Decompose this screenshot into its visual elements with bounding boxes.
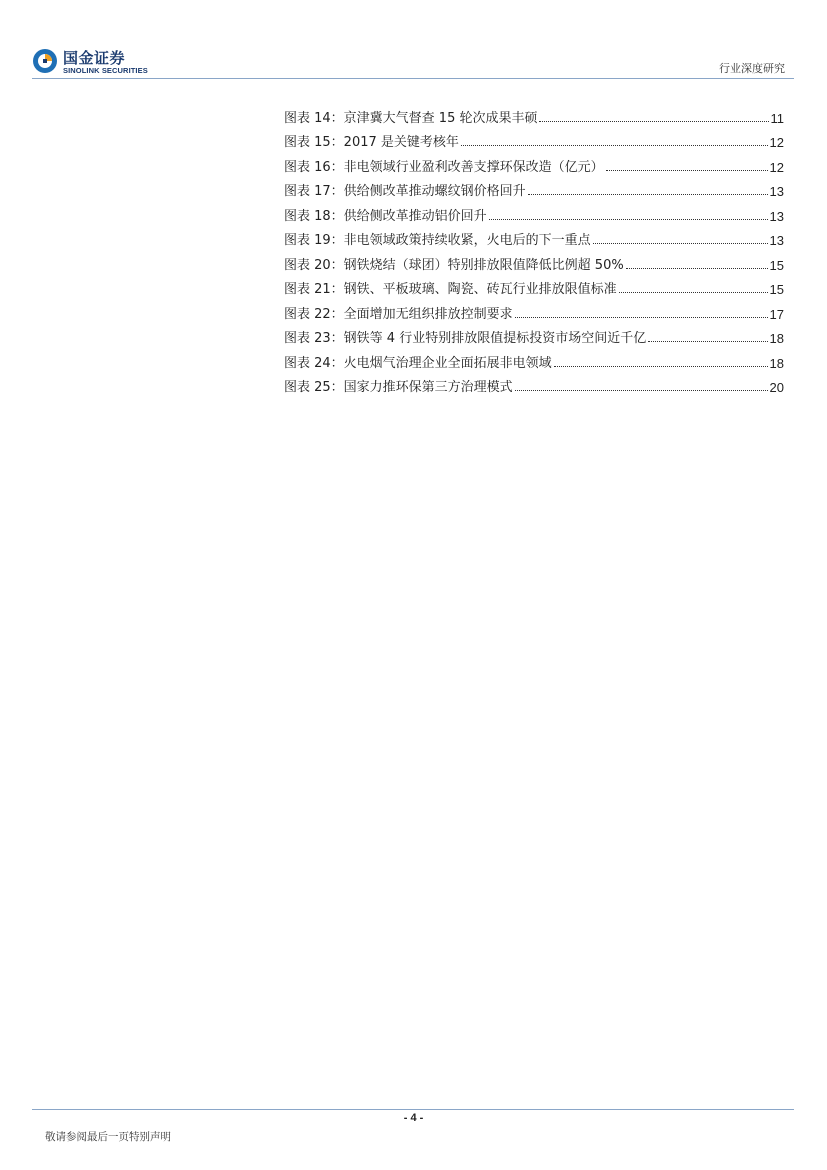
toc-entry[interactable] <box>284 248 784 273</box>
dot-leader <box>606 170 768 171</box>
sinolink-logo-icon <box>32 48 58 74</box>
toc-entry-title: 图表 16：非电领域行业盈利改善支撑环保改造（亿元） <box>284 159 604 175</box>
footer-divider <box>32 1109 794 1110</box>
logo-chinese-name: 国金证券 <box>63 49 126 67</box>
toc-entry-title: 图表 15：2017 是关键考核年 <box>284 135 459 150</box>
toc-entry-title: 图表 14：京津冀大气督查 15 轮次成果丰硕 <box>284 110 538 126</box>
header-divider <box>32 78 794 79</box>
toc-entry-title: 图表 25：国家力推环保第三方治理模式 <box>284 380 513 395</box>
toc-entry-page: 18 <box>769 355 784 371</box>
toc-entry-page: 18 <box>769 331 784 346</box>
toc-entry[interactable] <box>284 101 784 126</box>
toc-entry-title: 图表 17：供给侧改革推动螺纹钢价格回升 <box>284 184 526 199</box>
dot-leader <box>515 390 768 391</box>
report-type-label: 行业深度研究 <box>719 62 785 75</box>
toc-entry-page: 12 <box>769 159 784 175</box>
figure-list <box>284 101 784 395</box>
toc-entry[interactable] <box>284 224 784 249</box>
toc-entry-page: 15 <box>769 282 784 297</box>
toc-entry-page: 13 <box>769 233 784 248</box>
toc-entry-title: 图表 22：全面增加无组织排放控制要求 <box>284 306 513 322</box>
toc-entry-page: 20 <box>769 380 784 395</box>
toc-entry-title: 图表 24：火电烟气治理企业全面拓展非电领域 <box>284 355 552 371</box>
toc-entry[interactable] <box>284 175 784 200</box>
toc-entry[interactable] <box>284 371 784 396</box>
dot-leader <box>648 341 767 342</box>
toc-entry-page: 13 <box>769 184 784 199</box>
dot-leader <box>461 145 768 146</box>
dot-leader <box>515 317 768 318</box>
company-logo <box>32 46 152 78</box>
dot-leader <box>539 121 768 122</box>
toc-entry-page: 15 <box>769 257 784 273</box>
toc-entry-title: 图表 19：非电领域政策持续收紧，火电后的下一重点 <box>284 233 591 248</box>
toc-entry[interactable] <box>284 199 784 224</box>
page-number: - 4 - <box>403 1112 424 1124</box>
toc-entry[interactable] <box>284 297 784 322</box>
toc-entry-page: 13 <box>769 208 784 224</box>
toc-entry-title: 图表 18：供给侧改革推动铝价回升 <box>284 208 487 224</box>
toc-entry-title: 图表 23：钢铁等 4 行业特别排放限值提标投资市场空间近千亿 <box>284 331 647 346</box>
toc-entry[interactable] <box>284 150 784 175</box>
dot-leader <box>528 194 768 195</box>
dot-leader <box>489 219 768 220</box>
toc-entry[interactable] <box>284 126 784 151</box>
toc-entry[interactable] <box>284 273 784 298</box>
toc-entry-page: 11 <box>770 110 784 126</box>
toc-entry[interactable] <box>284 322 784 347</box>
logo-english-name: SINOLINK SECURITIES <box>63 66 148 75</box>
dot-leader <box>626 268 768 269</box>
dot-leader <box>619 292 768 293</box>
toc-entry-title: 图表 20：钢铁烧结（球团）特别排放限值降低比例超 50% <box>284 257 624 273</box>
toc-entry-page: 12 <box>769 135 784 150</box>
toc-entry-page: 17 <box>769 306 784 322</box>
disclaimer-note: 敬请参阅最后一页特别声明 <box>45 1131 171 1143</box>
dot-leader <box>554 366 768 367</box>
toc-entry-title: 图表 21：钢铁、平板玻璃、陶瓷、砖瓦行业排放限值标准 <box>284 282 617 297</box>
dot-leader <box>593 243 768 244</box>
page-header <box>0 0 827 80</box>
toc-entry[interactable] <box>284 346 784 371</box>
